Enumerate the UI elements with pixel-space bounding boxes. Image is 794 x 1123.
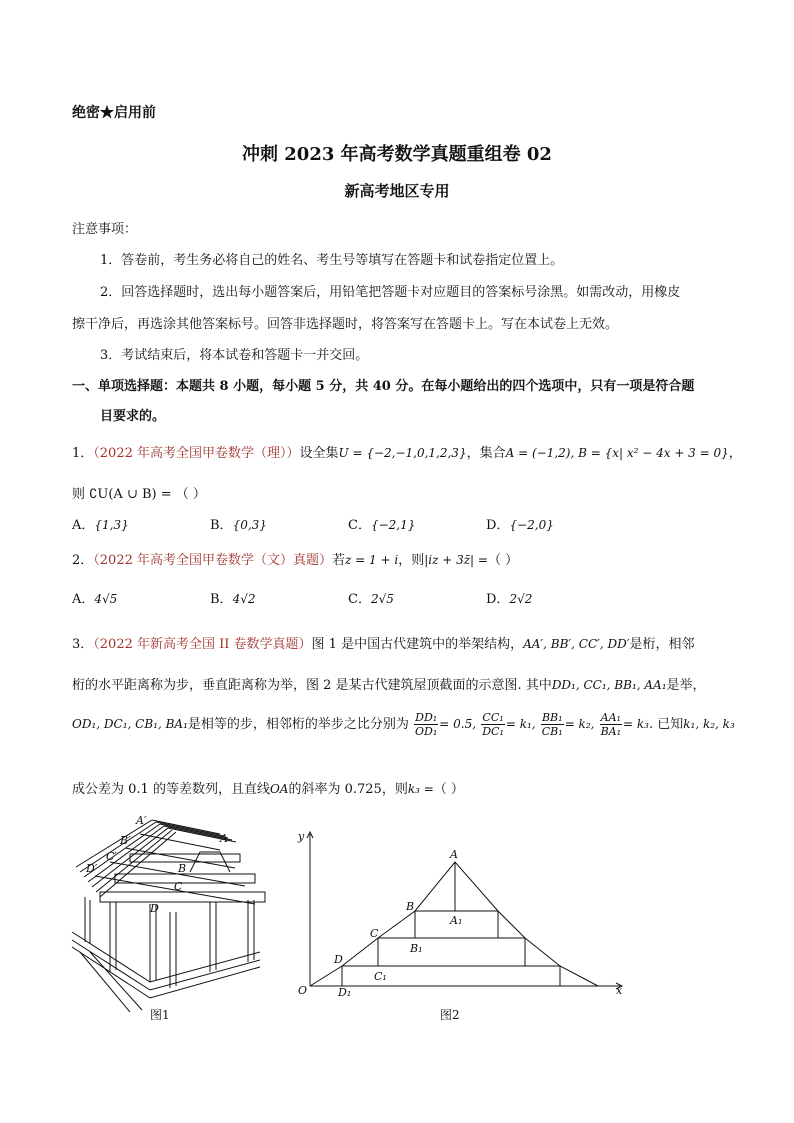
math-expression: OA	[269, 782, 289, 796]
question-text: 是桁，相邻	[629, 637, 695, 652]
notes-heading: 注意事项：	[72, 222, 138, 237]
point-label: D	[334, 953, 343, 966]
point-label: B	[406, 900, 415, 913]
point-label: C₁	[374, 970, 387, 983]
q1-option-b[interactable]	[210, 514, 267, 533]
note-item-2a: 2．回答选择题时，选出每小题答案后，用铅笔把答题卡对应题目的答案标号涂黑。如需改动，用橡皮	[100, 285, 681, 300]
q2-option-b[interactable]	[210, 588, 255, 607]
question-text: 成公差为 0.1 的等差数列，且直线	[72, 782, 270, 797]
point-label: B₁	[410, 942, 423, 955]
note-item-1: 1．答卷前，考生务必将自己的姓名、考生号等填写在答题卡和试卷指定位置上。	[100, 253, 564, 268]
option-label: C．	[348, 592, 371, 607]
question-2-line-1	[72, 549, 518, 568]
option-value: {−2,0}	[509, 518, 554, 532]
math-expression: U = {−2,−1,0,1,2,3}	[338, 446, 467, 460]
question-1-line-2: 则 ∁U(A ∪ B) = （ ）	[72, 487, 206, 502]
origin-label: O	[298, 984, 308, 997]
option-label: D．	[486, 592, 510, 607]
question-3-line-3	[72, 710, 735, 739]
option-label: D．	[486, 518, 510, 533]
point-label: A	[450, 848, 458, 861]
confidential-mark: 绝密★启用前	[72, 105, 156, 121]
fraction: $\frac{\text{AA₁}}{\text{BA₁}}$	[600, 711, 622, 738]
figure-label: C	[174, 880, 183, 893]
q1-option-a[interactable]	[72, 514, 129, 533]
exam-title: 冲刺 2023 年高考数学真题重组卷 02	[242, 144, 552, 165]
question-source: （2022 年高考全国甲卷数学（理））	[93, 446, 300, 461]
question-3-line-1	[72, 633, 694, 652]
axis-label: y	[298, 830, 305, 843]
math-expression: k₁, k₂, k₃	[683, 717, 735, 731]
question-text: （ ）	[487, 553, 519, 568]
option-label: B．	[210, 592, 233, 607]
math-expression: AA′, BB′, CC′, DD′	[523, 637, 630, 651]
question-text: ，集合	[466, 446, 506, 461]
question-text: 桁的水平距离称为步，垂直距离称为举，图 2 是某古代建筑屋顶截面的示意图. 其中	[72, 678, 552, 693]
figure-label: D′	[86, 862, 98, 875]
note-item-2b: 擦干净后，再选涂其他答案标号。回答非选择题时，将答案写在答题卡上。写在本试卷上无效。	[72, 317, 619, 332]
option-value: 2√2	[509, 592, 533, 606]
option-value: 2√5	[370, 592, 394, 606]
option-label: B．	[210, 518, 233, 533]
exam-subtitle: 新高考地区专用	[344, 182, 450, 200]
question-1-line-1	[72, 442, 742, 461]
section-heading-cont: 目要求的。	[100, 409, 166, 424]
question-number: 2．	[72, 553, 94, 568]
q2-option-c[interactable]	[348, 588, 394, 607]
math-expression: DD₁, CC₁, BB₁, AA₁	[551, 678, 667, 692]
option-value: 4√5	[94, 592, 118, 606]
q2-option-d[interactable]	[486, 588, 532, 607]
question-number: 1．	[72, 446, 94, 461]
math-expression: = k₃	[623, 717, 649, 731]
q1-option-c[interactable]	[348, 514, 415, 533]
option-label: C．	[348, 518, 371, 533]
figure-2-caption: 图2	[440, 1008, 460, 1022]
fraction: $\frac{\text{BB₁}}{\text{CB₁}}$	[541, 711, 563, 738]
option-label: A．	[72, 592, 95, 607]
note-item-3: 3．考试结束后，将本试卷和答题卡一并交回。	[100, 348, 369, 363]
figure-label: B′	[120, 834, 131, 847]
fraction: $\frac{\text{CC₁}}{\text{DC₁}}$	[482, 711, 504, 738]
option-value: {1,3}	[94, 518, 129, 532]
section-heading: 一、单项选择题：本题共 8 小题，每小题 5 分，共 40 分。在每小题给出的四个选项中，只有一项是符合题	[72, 379, 695, 394]
option-value: {−2,1}	[370, 518, 416, 532]
question-text: ，	[728, 446, 742, 461]
question-source: （2022 年高考全国甲卷数学（文）真题）	[93, 553, 332, 568]
fraction: $\frac{\text{DD₁}}{\text{OD₁}}$	[415, 711, 438, 738]
math-expression: = k₁,	[505, 717, 536, 731]
q1-option-d[interactable]	[486, 514, 554, 533]
math-expression: OD₁, DC₁, CB₁, BA₁	[72, 717, 188, 731]
math-expression: |iz + 3z̄| =	[424, 553, 488, 567]
figure-label: A′	[136, 814, 147, 827]
question-text: 是举，	[666, 678, 706, 693]
figure-label: A	[220, 832, 228, 845]
figure-label: C′	[106, 850, 117, 863]
figure-1-caption: 图1	[150, 1008, 170, 1022]
q2-option-a[interactable]	[72, 588, 117, 607]
point-label: C	[370, 927, 379, 940]
point-label: D₁	[338, 986, 352, 998]
question-text: ，则	[398, 553, 425, 568]
question-text: 的斜率为 0.725，则	[288, 782, 408, 797]
option-value: 4√2	[232, 592, 256, 606]
question-text: （ ）	[433, 782, 464, 797]
question-text: 若	[332, 553, 346, 568]
question-text: 是相等的步，相邻桁的举步之比分别为	[187, 717, 409, 732]
question-3-line-4	[72, 778, 464, 797]
question-source: （2022 年新高考全国 II 卷数学真题）	[93, 637, 312, 652]
axis-label: x	[616, 984, 623, 997]
question-text: . 已知	[648, 717, 684, 732]
math-expression: = k₂,	[564, 717, 595, 731]
question-number: 3．	[72, 637, 94, 652]
figure-label: B	[178, 862, 187, 875]
figure-1-roof-structure	[70, 812, 270, 1012]
point-label: A₁	[450, 914, 463, 927]
figure-2-cross-section	[290, 826, 630, 998]
question-text: 图 1 是中国古代建筑中的举架结构，	[311, 637, 524, 652]
math-expression: A = (−1,2), B = {x| x² − 4x + 3 = 0}	[505, 446, 729, 460]
question-text: 设全集	[299, 446, 339, 461]
question-3-line-2	[72, 674, 706, 693]
math-expression: k₃ =	[407, 782, 434, 796]
math-expression: = 0.5,	[439, 717, 477, 731]
option-value: {0,3}	[232, 518, 267, 532]
option-label: A．	[72, 518, 95, 533]
figure-label: D	[150, 902, 159, 915]
math-expression: z = 1 + i	[345, 553, 399, 567]
